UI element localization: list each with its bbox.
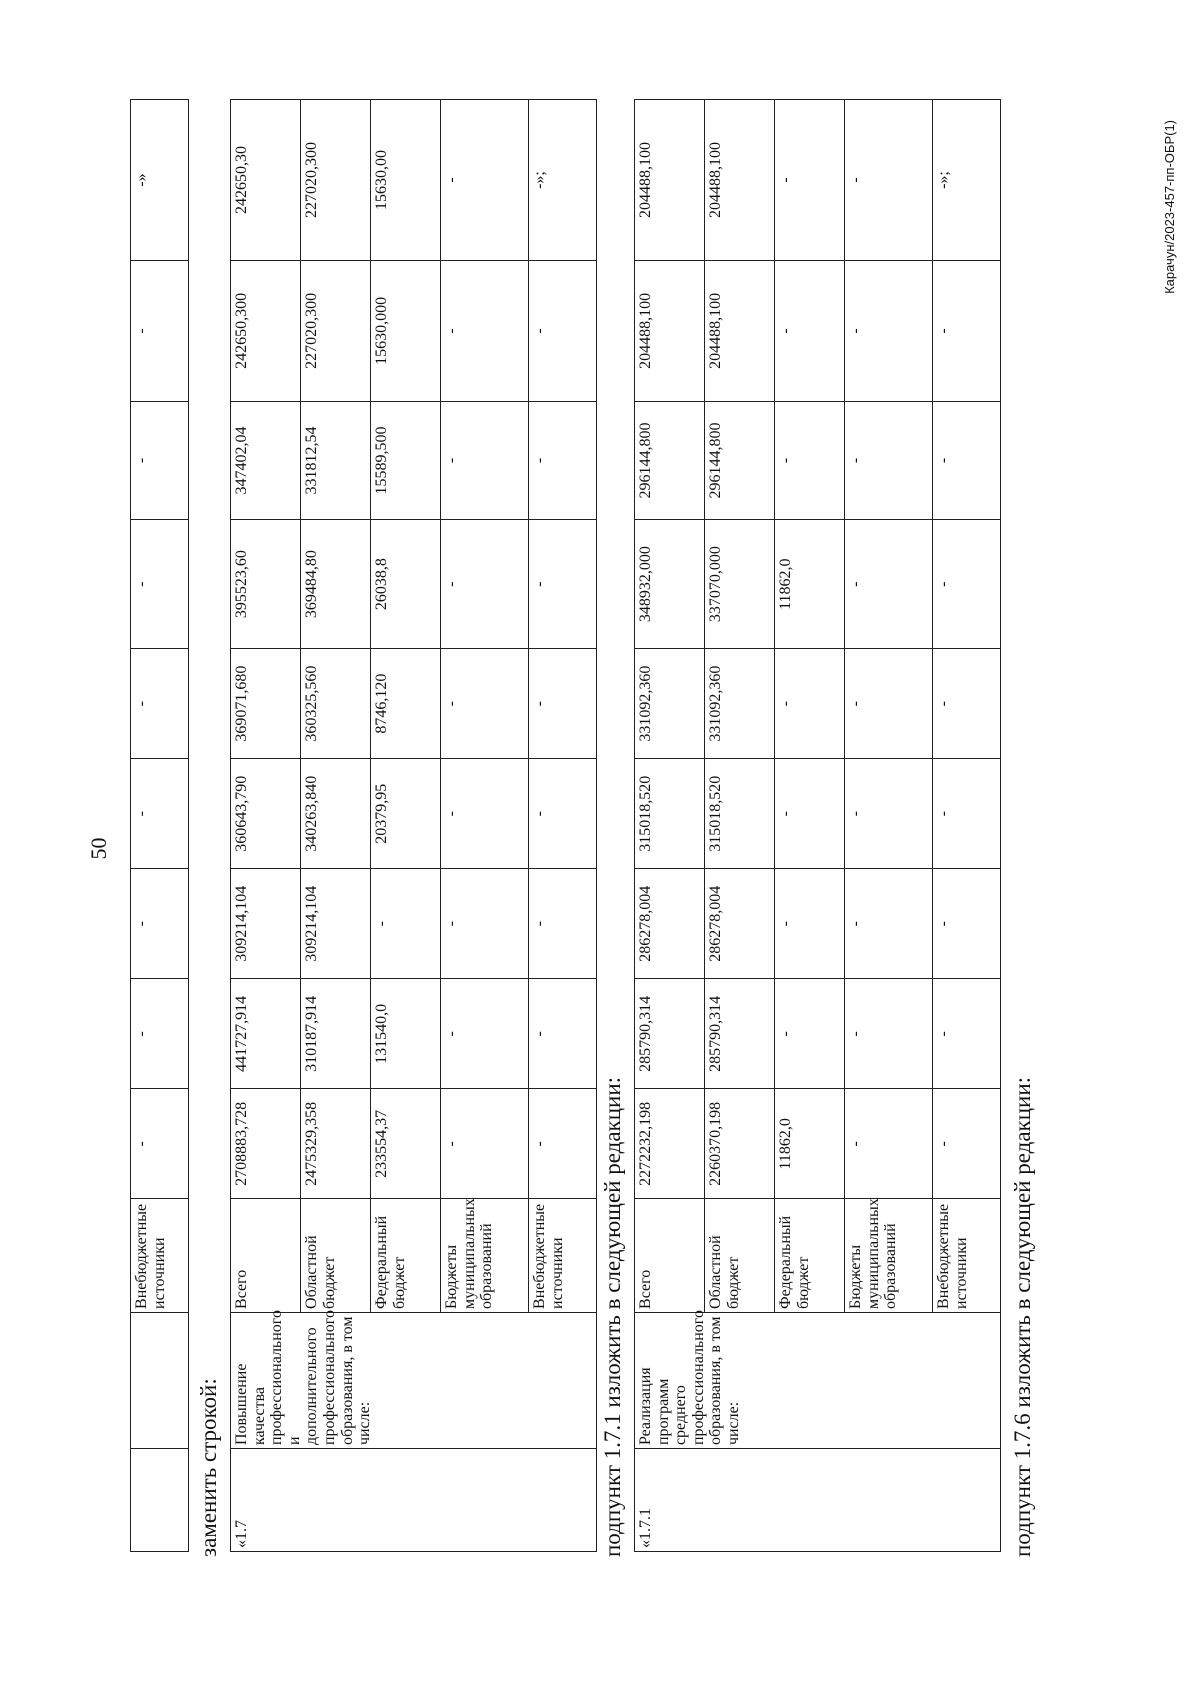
heading-subitem-1-7-1: подпункт 1.7.1 изложить в следующей редакции: <box>600 1076 625 1557</box>
value-cell: 331812,54 <box>301 401 371 519</box>
value-cell: 11862,0 <box>775 1089 845 1199</box>
value-cell: - <box>933 261 1001 402</box>
value-cell: - <box>933 1089 1001 1199</box>
value-cell: - <box>775 261 845 402</box>
empty-cell <box>131 1312 189 1448</box>
value-cell: 347402,04 <box>231 401 301 519</box>
value-cell: 360325,560 <box>301 649 371 759</box>
value-cell: - <box>775 401 845 519</box>
value-cell: - <box>775 869 845 979</box>
value-cell: 331092,360 <box>705 649 775 759</box>
value-cell: 369071,680 <box>231 649 301 759</box>
value-cell: 2708883,728 <box>231 1089 301 1199</box>
value-cell: - <box>441 1089 529 1199</box>
item-number: «1.7.1 <box>635 1449 1001 1552</box>
value-cell: - <box>529 649 597 759</box>
value-cell: - <box>441 261 529 402</box>
value-cell: - <box>529 401 597 519</box>
value-cell: 2260370,198 <box>705 1089 775 1199</box>
value-cell: 20379,95 <box>371 759 441 869</box>
value-cell: - <box>131 261 189 402</box>
value-cell: 227020,300 <box>301 100 371 261</box>
top-fragment-table <box>130 99 189 1552</box>
source-cell: Федеральный бюджет <box>775 1199 845 1313</box>
value-cell: - <box>845 261 933 402</box>
value-cell: - <box>933 520 1001 649</box>
value-cell: - <box>933 649 1001 759</box>
value-cell: - <box>441 979 529 1089</box>
value-cell: - <box>845 401 933 519</box>
value-cell: - <box>441 401 529 519</box>
item-name: Реализация программ среднего профессионального образования, в том числе: <box>635 1312 1001 1448</box>
value-cell: - <box>933 759 1001 869</box>
value-cell: - <box>441 869 529 979</box>
value-cell: - <box>845 979 933 1089</box>
value-cell: - <box>775 649 845 759</box>
source-cell: Федеральный бюджет <box>371 1199 441 1313</box>
value-cell: 331092,360 <box>635 649 705 759</box>
value-cell: 233554,37 <box>371 1089 441 1199</box>
table-row-1-7-1 <box>634 99 1001 1552</box>
value-cell: - <box>845 100 933 261</box>
heading-replace-row: заменить строкой: <box>196 1378 221 1557</box>
value-cell: -» <box>131 100 189 261</box>
value-cell: - <box>933 401 1001 519</box>
value-cell: 227020,300 <box>301 261 371 402</box>
value-cell: - <box>529 759 597 869</box>
value-cell: 315018,520 <box>705 759 775 869</box>
value-cell: 315018,520 <box>635 759 705 869</box>
page-number: 50 <box>86 837 111 860</box>
source-cell: Бюджеты муниципальных образований <box>845 1199 933 1313</box>
value-cell: 204488,100 <box>705 100 775 261</box>
source-cell: Внебюджетные источники <box>933 1199 1001 1313</box>
value-cell: 395523,60 <box>231 520 301 649</box>
value-cell: 242650,30 <box>231 100 301 261</box>
value-cell: 441727,914 <box>231 979 301 1089</box>
heading-subitem-1-7-6: подпункт 1.7.6 изложить в следующей редакции: <box>1010 1076 1035 1557</box>
value-cell: - <box>845 1089 933 1199</box>
value-cell: 285790,314 <box>635 979 705 1089</box>
value-cell: 26038,8 <box>371 520 441 649</box>
value-cell: - <box>371 869 441 979</box>
value-cell: -»; <box>529 100 597 261</box>
value-cell: - <box>845 520 933 649</box>
table-row <box>231 100 301 1552</box>
value-cell: 296144,800 <box>635 401 705 519</box>
value-cell: - <box>775 979 845 1089</box>
value-cell: 15630,00 <box>371 100 441 261</box>
value-cell: 286278,004 <box>635 869 705 979</box>
value-cell: 360643,790 <box>231 759 301 869</box>
value-cell: - <box>131 520 189 649</box>
value-cell: 369484,80 <box>301 520 371 649</box>
value-cell: 296144,800 <box>705 401 775 519</box>
value-cell: - <box>933 979 1001 1089</box>
table-row <box>131 100 189 1552</box>
value-cell: 131540,0 <box>371 979 441 1089</box>
source-cell: Бюджеты муниципальных образований <box>441 1199 529 1313</box>
value-cell: 15630,000 <box>371 261 441 402</box>
value-cell: - <box>131 649 189 759</box>
value-cell: - <box>441 100 529 261</box>
value-cell: 204488,100 <box>635 261 705 402</box>
source-cell: Областной бюджет <box>301 1199 371 1313</box>
value-cell: - <box>775 759 845 869</box>
value-cell: - <box>529 869 597 979</box>
value-cell: - <box>845 869 933 979</box>
table-row <box>635 100 705 1552</box>
source-cell: Внебюджетные источники <box>131 1199 189 1313</box>
value-cell: 8746,120 <box>371 649 441 759</box>
value-cell: 337070,000 <box>705 520 775 649</box>
value-cell: 309214,104 <box>301 869 371 979</box>
value-cell: 204488,100 <box>635 100 705 261</box>
value-cell: 2272232,198 <box>635 1089 705 1199</box>
value-cell: - <box>441 759 529 869</box>
value-cell: 15589,500 <box>371 401 441 519</box>
item-number: «1.7 <box>231 1449 597 1552</box>
value-cell: - <box>131 869 189 979</box>
value-cell: - <box>441 520 529 649</box>
source-cell: Всего <box>231 1199 301 1313</box>
value-cell: 204488,100 <box>705 261 775 402</box>
source-cell: Всего <box>635 1199 705 1313</box>
value-cell: 340263,840 <box>301 759 371 869</box>
value-cell: 2475329,358 <box>301 1089 371 1199</box>
document-code: Карачун/2023-457-пп-ОБР(1) <box>1162 120 1177 294</box>
value-cell: 310187,914 <box>301 979 371 1089</box>
source-cell: Внебюджетные источники <box>529 1199 597 1313</box>
value-cell: 348932,000 <box>635 520 705 649</box>
value-cell: 286278,004 <box>705 869 775 979</box>
empty-cell <box>131 1449 189 1552</box>
value-cell: 309214,104 <box>231 869 301 979</box>
value-cell: 242650,300 <box>231 261 301 402</box>
value-cell: - <box>131 759 189 869</box>
value-cell: - <box>529 520 597 649</box>
value-cell: - <box>529 1089 597 1199</box>
source-cell: Областной бюджет <box>705 1199 775 1313</box>
value-cell: 11862,0 <box>775 520 845 649</box>
value-cell: - <box>131 1089 189 1199</box>
value-cell: - <box>529 261 597 402</box>
value-cell: - <box>775 100 845 261</box>
value-cell: - <box>933 869 1001 979</box>
value-cell: -»; <box>933 100 1001 261</box>
value-cell: - <box>441 649 529 759</box>
value-cell: - <box>131 979 189 1089</box>
value-cell: - <box>845 759 933 869</box>
table-row-1-7 <box>230 99 597 1552</box>
item-name: Повышение качества профессионального и дополнительного профессионального образования, в том числе: <box>231 1312 597 1448</box>
value-cell: - <box>131 401 189 519</box>
value-cell: - <box>845 649 933 759</box>
value-cell: 285790,314 <box>705 979 775 1089</box>
value-cell: - <box>529 979 597 1089</box>
